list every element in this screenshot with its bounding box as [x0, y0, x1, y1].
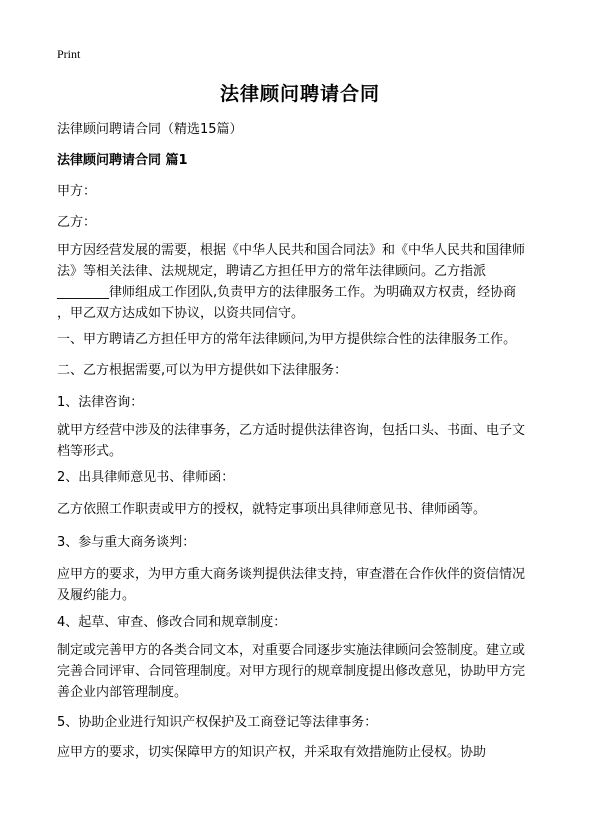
service-5-heading: 5、协助企业进行知识产权保护及工商登记等法律事务： — [57, 715, 378, 730]
party-b-label: 乙方： — [57, 215, 97, 230]
service-1-heading: 1、法律咨询： — [57, 395, 144, 410]
body-line: 应甲方的要求，为甲方重大商务谈判提供法律支持，审查潜在合作伙伴的资信情况 — [57, 567, 526, 582]
service-3-body — [57, 564, 557, 606]
service-5-body — [57, 742, 557, 763]
service-2-body — [57, 499, 557, 520]
body-line: 档等形式。 — [57, 444, 123, 459]
clause-1: 一、甲方聘请乙方担任甲方的常年法律顾问,为甲方提供综合性的法律服务工作。 — [57, 332, 517, 347]
section-heading: 法律顾问聘请合同 篇1 — [57, 153, 188, 168]
intro-line: ，甲乙双方达成如下协议，以资共同信守。 — [57, 306, 305, 321]
intro-paragraph — [57, 240, 557, 324]
print-link[interactable]: Print — [57, 47, 81, 61]
service-4-body — [57, 640, 557, 703]
intro-line: 法》等相关法律、法规规定，聘请乙方担任甲方的常年法律顾问。乙方指派 — [57, 264, 487, 279]
service-4-heading: 4、起草、审查、修改合同和规章制度： — [57, 615, 287, 630]
document-title: 法律顾问聘请合同 — [219, 83, 380, 105]
body-line: 就甲方经营中涉及的法律事务，乙方适时提供法律咨询，包括口头、书面、电子文 — [57, 423, 526, 438]
body-line: 乙方依照工作职责或甲方的授权，就特定事项出具律师意见书、律师函等。 — [57, 502, 487, 517]
service-2-heading: 2、出具律师意见书、律师函： — [57, 470, 235, 485]
party-a-label: 甲方： — [57, 184, 97, 199]
intro-line: 甲方因经营发展的需要，根据《中华人民共和国合同法》和《中华人民共和国律师 — [57, 243, 526, 258]
body-line: 应甲方的要求，切实保障甲方的知识产权，并采取有效措施防止侵权。协助 — [57, 745, 487, 760]
service-1-body — [57, 420, 557, 462]
body-line: 及履约能力。 — [57, 588, 136, 603]
clause-2: 二、乙方根据需要,可以为甲方提供如下法律服务： — [57, 363, 348, 378]
body-line: 制定或完善甲方的各类合同文本，对重要合同逐步实施法律顾问会签制度。建立或 — [57, 643, 526, 658]
intro-line: ________律师组成工作团队,负责甲方的法律服务工作。为明确双方权责，经协商 — [57, 285, 517, 300]
service-3-heading: 3、参与重大商务谈判： — [57, 535, 196, 550]
body-line: 完善合同评审、合同管理制度。对甲方现行的规章制度提出修改意见，协助甲方完 — [57, 664, 526, 679]
document-subtitle: 法律顾问聘请合同（精选15篇） — [57, 122, 243, 137]
body-line: 善企业内部管理制度。 — [57, 685, 188, 700]
